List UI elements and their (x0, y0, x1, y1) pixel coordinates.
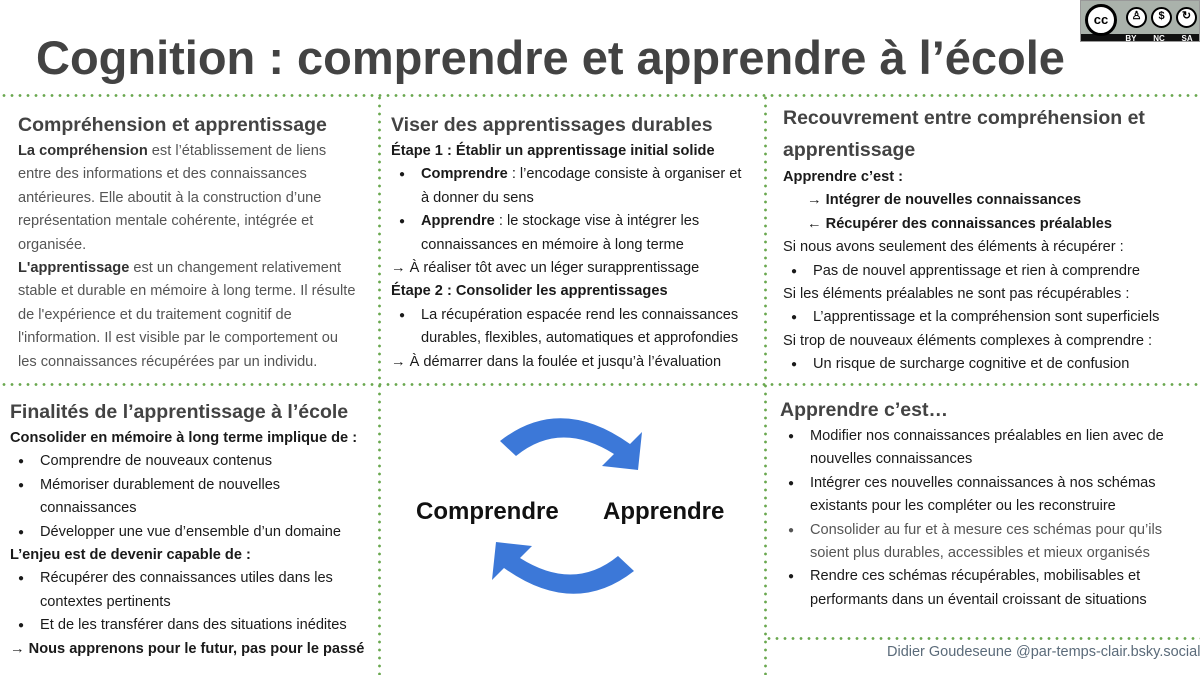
conclusion-text: Nous apprenons pour le futur, pas pour le passé (28, 640, 365, 657)
text-line (18, 257, 363, 280)
list-item (391, 210, 761, 257)
arrow-bottom-icon (492, 542, 634, 594)
license-label-sa: SA (1181, 34, 1193, 42)
license-badge[interactable] (1080, 0, 1200, 42)
arrow-note: → À démarrer dans la foulée et jusqu’à l’évaluation (391, 353, 722, 370)
text-line: de l'expérience et du traitement cognitif de (18, 306, 292, 323)
license-labels (1117, 34, 1200, 42)
text-line: ● L’apprentissage et la compréhension sont superficiels (813, 309, 1160, 326)
text-line: ● Intégrer ces nouvelles connaissances à nos schémas (810, 474, 1156, 491)
page-title: Cognition : comprendre et apprendre à l’école (36, 31, 1065, 84)
list-item (783, 260, 1183, 283)
text-line: ● Consolider au fur et à mesure ces schémas pour qu’ils (810, 521, 1163, 538)
list-item (780, 472, 1190, 519)
condition-text: Si trop de nouveaux éléments complexes à comprendre : (783, 332, 1153, 349)
text-line: existants pour les compléter ou les reconstruire (810, 498, 1116, 515)
text-line: connaissances (40, 500, 137, 517)
term: Apprendre (421, 213, 495, 230)
license-label-by: BY (1125, 34, 1137, 42)
list-item (10, 521, 380, 544)
panel-heading: Viser des apprentissages durables (391, 114, 713, 136)
panel-heading: Finalités de l’apprentissage à l’école (10, 401, 349, 423)
comprehension-definition (18, 140, 363, 257)
term: Comprendre (421, 166, 508, 183)
divider-bottom-right (765, 637, 1200, 640)
condition-text: Si nous avons seulement des éléments à récupérer : (783, 239, 1124, 256)
text-line: ● Comprendre de nouveaux contenus (40, 453, 273, 470)
arrow-top-icon (500, 418, 642, 470)
cc-icon: cc (1085, 4, 1117, 36)
text-line: durables, flexibles, automatiques et approfondies (421, 330, 739, 347)
text-line (18, 140, 363, 163)
text-line: ● Pas de nouvel apprentissage et rien à comprendre (813, 262, 1140, 279)
panel-comprehension-apprentissage (18, 110, 363, 374)
text-line: organisée. (18, 236, 87, 253)
step-1-title: Étape 1 : Établir un apprentissage initial solide (391, 143, 715, 159)
list-item (10, 567, 380, 614)
conclusion (10, 638, 380, 661)
list-item (780, 565, 1190, 612)
panel-recouvrement (783, 102, 1183, 377)
text-line: antérieures. Elle aboutit à la construction d’une (18, 189, 322, 206)
list-item (10, 474, 380, 521)
heading-line: Recouvrement entre compréhension et (783, 107, 1145, 129)
text-line: contextes pertinents (40, 593, 171, 610)
text-line: ● Mémoriser durablement de nouvelles (40, 476, 281, 493)
license-label-nc: NC (1153, 34, 1165, 42)
arrow-note: → À réaliser tôt avec un léger surapprentissage (391, 260, 700, 277)
list-item (391, 304, 761, 351)
list-item (780, 425, 1190, 472)
text-line: connaissances en mémoire à long terme (421, 236, 684, 253)
cycle-label-comprendre: Comprendre (416, 498, 559, 525)
text-line: stable et durable en mémoire à long terme. Il résulte (18, 283, 356, 300)
text-line: performants dans un éventail croissant de situations (810, 591, 1147, 608)
list-item (10, 450, 380, 473)
text-line (421, 163, 761, 186)
arrow-recuperer: ← Récupérer des connaissances préalables (807, 215, 1112, 232)
text-line: ● Récupérer des connaissances utiles dans les (40, 570, 333, 587)
text-line: les connaissances récupérées par un individu. (18, 353, 318, 370)
panel-heading: Compréhension et apprentissage (18, 114, 327, 136)
panel-apprendre-c-est (780, 395, 1190, 612)
condition-text: Si les éléments préalables ne sont pas récupérables : (783, 286, 1130, 303)
text: : l’encodage consiste à organiser et (507, 166, 742, 183)
text-line: représentation mentale cohérente, intégrée et (18, 213, 314, 230)
step-2-title: Étape 2 : Consolider les apprentissages (391, 283, 668, 300)
lead-text: Consolider en mémoire à long terme implique de : (10, 430, 358, 446)
text-line: entre des informations et des connaissances (18, 166, 307, 183)
text-line: à donner du sens (421, 189, 534, 206)
arrow-integrer: → Intégrer de nouvelles connaissances (807, 192, 1082, 209)
nc-icon: $ (1151, 7, 1172, 28)
panel-heading (783, 102, 1183, 166)
text-line: l'information. Il est visible par le comportement ou (18, 330, 338, 347)
divider-top (0, 94, 1200, 97)
list-item (391, 163, 761, 210)
apprentissage-definition (18, 257, 363, 374)
sa-icon: ↻ (1176, 7, 1197, 28)
panel-apprentissages-durables (391, 110, 761, 374)
list-item (783, 306, 1183, 329)
text-line: soient plus durables, accessibles et mieux organisés (810, 545, 1150, 562)
arrow: → (10, 640, 29, 657)
text-line: ● Modifier nos connaissances préalables en lien avec de (810, 428, 1164, 444)
lead-text: Apprendre c’est : (783, 169, 904, 185)
text-line: ● La récupération espacée rend les connaissances (421, 306, 739, 323)
lead-text: L’enjeu est de devenir capable de : (10, 547, 251, 564)
cycle-label-apprendre: Apprendre (603, 498, 725, 525)
text-line (421, 210, 761, 233)
text-line: ● Et de les transférer dans des situations inédites (40, 617, 347, 634)
text: est l’établissement de liens (147, 143, 327, 159)
author-credit: Didier Goudeseune @par-temps-clair.bsky.social (887, 644, 1200, 660)
term: L'apprentissage (18, 260, 130, 277)
panel-heading: Apprendre c’est… (780, 399, 948, 421)
text: : le stockage vise à intégrer les (494, 213, 700, 230)
list-item (10, 614, 380, 637)
term: La compréhension (18, 143, 148, 159)
list-item (783, 353, 1183, 376)
cycle-diagram (380, 386, 764, 672)
list-item (780, 519, 1190, 566)
text-line: ● Développer une vue d’ensemble d’un domaine (40, 523, 341, 540)
text: est un changement relativement (129, 260, 342, 277)
text-line: nouvelles connaissances (810, 451, 973, 468)
text-line: ● Un risque de surcharge cognitive et de confusion (813, 356, 1130, 373)
by-icon: ♙ (1126, 7, 1147, 28)
divider-col2 (764, 94, 767, 675)
text-line: ● Rendre ces schémas récupérables, mobilisables et (810, 568, 1141, 585)
panel-finalites (10, 397, 380, 661)
heading-line: apprentissage (783, 139, 916, 161)
